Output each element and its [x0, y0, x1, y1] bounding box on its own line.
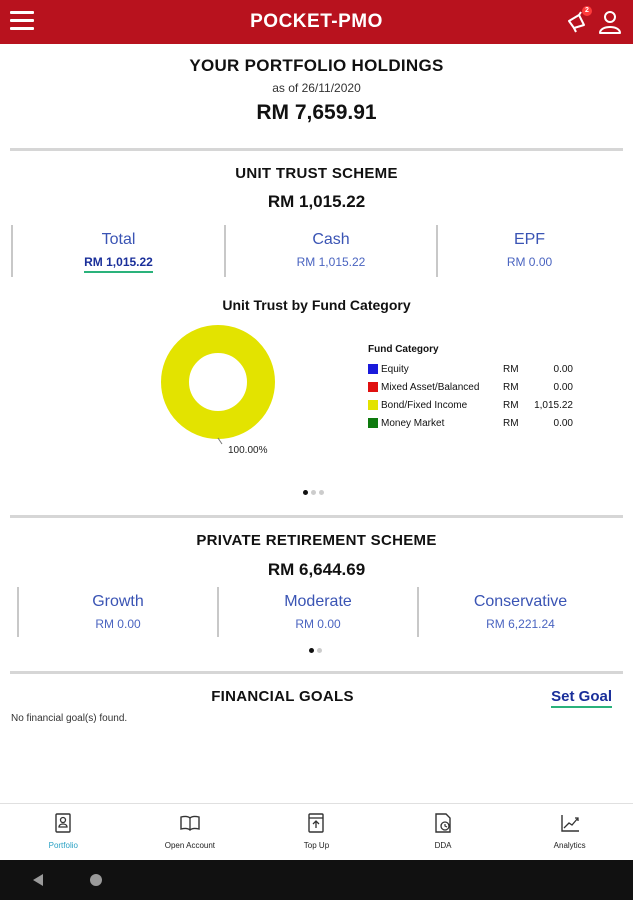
donut-chart	[150, 318, 290, 458]
set-goal-link[interactable]: Set Goal	[551, 688, 612, 708]
tab-value: RM 0.00	[506, 255, 553, 269]
legend-swatch	[368, 364, 378, 374]
financial-goals-title: FINANCIAL GOALS	[211, 688, 354, 705]
tab-value: RM 1,015.22	[84, 255, 153, 273]
divider	[10, 671, 623, 674]
legend-currency: RM	[503, 417, 519, 429]
system-nav-bar	[0, 860, 633, 900]
legend-item	[368, 378, 578, 396]
legend-name: Bond/Fixed Income	[381, 399, 468, 411]
profile-icon[interactable]	[597, 8, 623, 36]
divider	[10, 148, 623, 151]
dda-icon	[432, 812, 454, 834]
app-title: POCKET-PMO	[250, 11, 383, 32]
slice-percent-label: 100.00%	[228, 445, 268, 456]
unit-trust-title: UNIT TRUST SCHEME	[235, 165, 398, 182]
nav-label: Top Up	[303, 841, 330, 850]
nav-open-account[interactable]	[127, 804, 254, 860]
tab-cash[interactable]	[224, 225, 438, 277]
legend-value: 0.00	[553, 363, 573, 375]
legend-value: 1,015.22	[534, 399, 573, 411]
legend-item	[368, 360, 578, 378]
nav-label: Analytics	[553, 841, 586, 850]
prs-title: PRIVATE RETIREMENT SCHEME	[196, 532, 437, 549]
chart-legend	[368, 344, 578, 432]
prs-tabs	[17, 587, 622, 637]
top-up-icon	[305, 812, 327, 834]
legend-value: 0.00	[553, 381, 573, 393]
app-header	[0, 0, 633, 44]
tab-total[interactable]	[11, 225, 226, 277]
unit-trust-amount: RM 1,015.22	[267, 192, 366, 211]
divider	[10, 515, 623, 518]
pager-dot[interactable]	[319, 490, 324, 495]
chart-title: Unit Trust by Fund Category	[222, 297, 411, 313]
as-of-date: as of 26/11/2020	[272, 81, 361, 95]
pager-dot[interactable]	[309, 648, 314, 653]
legend-item	[368, 396, 578, 414]
legend-currency: RM	[503, 399, 519, 411]
legend-currency: RM	[503, 363, 519, 375]
legend-swatch	[368, 382, 378, 392]
legend-value: 0.00	[553, 417, 573, 429]
portfolio-icon	[52, 812, 74, 834]
pager-dot[interactable]	[317, 648, 322, 653]
tab-label: Growth	[92, 593, 144, 610]
tab-value: RM 0.00	[295, 617, 341, 631]
tab-moderate[interactable]	[217, 587, 419, 637]
legend-currency: RM	[503, 381, 519, 393]
nav-label: DDA	[434, 841, 452, 850]
pager-dot[interactable]	[303, 490, 308, 495]
portfolio-summary	[0, 56, 633, 125]
legend-title: Fund Category	[368, 344, 439, 355]
tab-epf[interactable]	[436, 225, 621, 277]
legend-name: Equity	[381, 363, 409, 375]
portfolio-total: RM 7,659.91	[256, 101, 377, 124]
analytics-icon	[559, 812, 581, 834]
tab-label: Conservative	[473, 593, 568, 610]
tab-value: RM 1,015.22	[296, 255, 366, 269]
nav-label: Portfolio	[48, 841, 78, 850]
legend-name: Money Market	[381, 417, 445, 429]
tab-conservative[interactable]	[417, 587, 622, 637]
notification-icon[interactable]	[565, 8, 591, 36]
tab-label: Cash	[312, 231, 350, 248]
legend-name: Mixed Asset/Balanced	[381, 381, 480, 393]
nav-analytics[interactable]	[506, 804, 633, 860]
prs-amount: RM 6,644.69	[267, 560, 366, 579]
tab-label: Total	[101, 231, 136, 248]
bottom-nav	[0, 803, 633, 860]
no-goals-text: No financial goal(s) found.	[11, 713, 128, 724]
nav-portfolio[interactable]	[0, 804, 127, 860]
chart-pager	[303, 490, 324, 495]
unit-trust-tabs	[11, 225, 623, 277]
nav-label: Open Account	[164, 841, 216, 850]
back-icon[interactable]	[33, 874, 43, 886]
fund-category-donut	[150, 318, 290, 458]
notification-badge: 2	[582, 6, 592, 16]
tab-growth[interactable]	[17, 587, 219, 637]
prs-pager	[309, 648, 322, 653]
legend-swatch	[368, 418, 378, 428]
legend-swatch	[368, 400, 378, 410]
tab-value: RM 6,221.24	[486, 617, 555, 631]
pager-dot[interactable]	[311, 490, 316, 495]
tab-value: RM 0.00	[95, 617, 141, 631]
book-icon	[179, 812, 201, 834]
nav-dda[interactable]	[380, 804, 507, 860]
nav-top-up[interactable]	[253, 804, 380, 860]
tab-label: Moderate	[284, 593, 352, 610]
menu-icon[interactable]	[10, 11, 34, 33]
tab-label: EPF	[513, 231, 546, 248]
legend-item	[368, 414, 578, 432]
donut-slice	[175, 339, 261, 425]
portfolio-title: YOUR PORTFOLIO HOLDINGS	[189, 56, 444, 75]
home-icon[interactable]	[90, 874, 102, 886]
